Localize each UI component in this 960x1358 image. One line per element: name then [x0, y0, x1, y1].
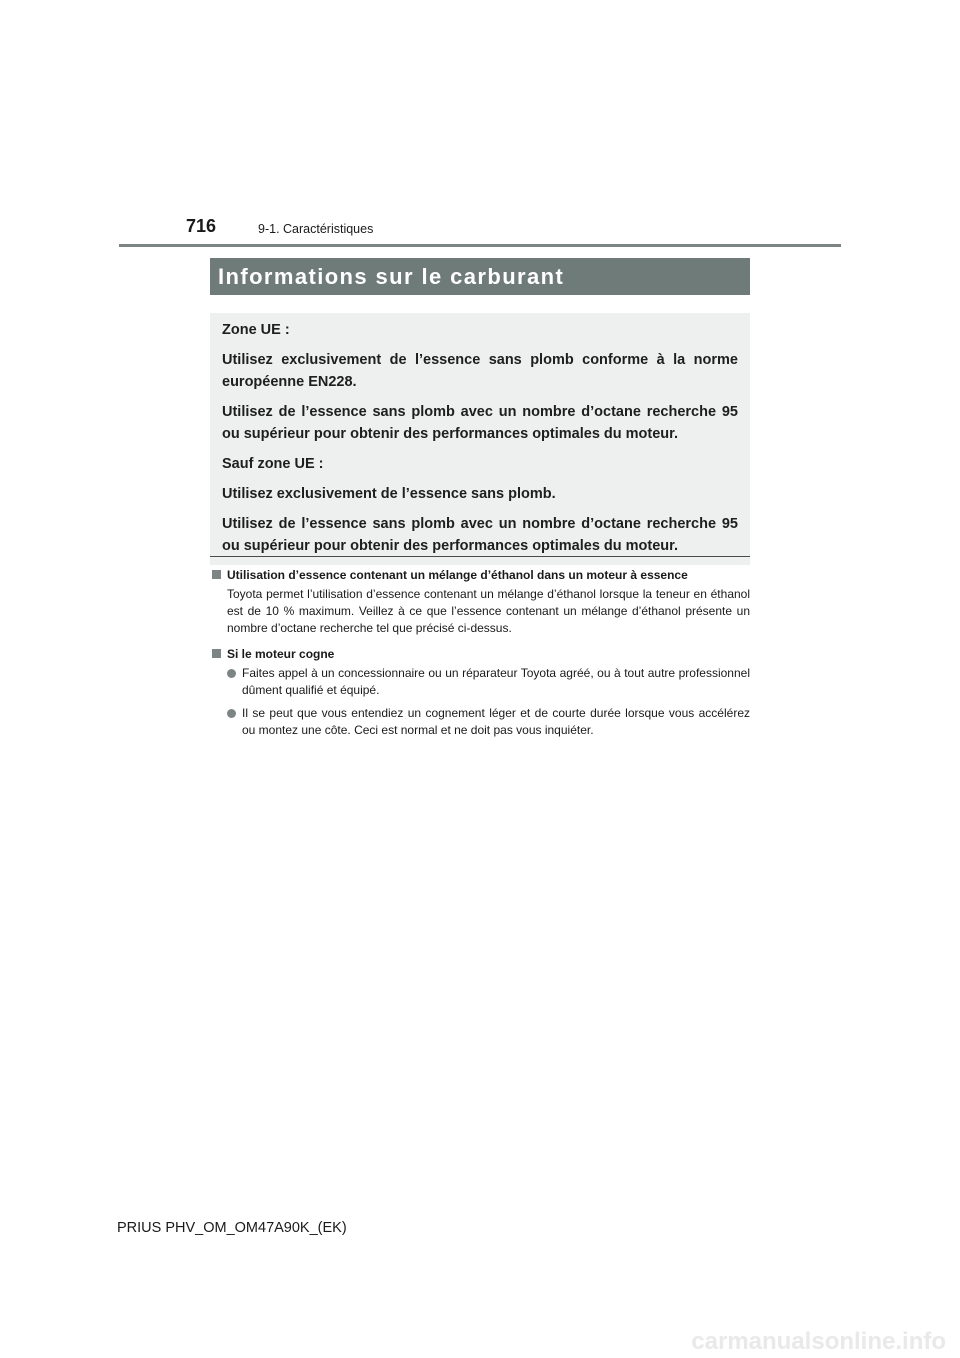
section-label: 9-1. Caractéristiques	[258, 222, 374, 236]
bullet-item	[227, 665, 750, 699]
circle-bullet-icon	[227, 669, 236, 678]
bullet-text: Faites appel à un concessionnaire ou un réparateur Toyota agréé, ou à tout autre professionnel dûment qualifié et équipé.	[242, 666, 750, 697]
info-paragraph: Utilisez de l’essence sans plomb avec un nombre d’octane recherche 95 ou supérieur pour obtenir des performances optimales du moteur.	[222, 516, 738, 554]
note-heading-ethanol	[210, 567, 750, 583]
circle-bullet-icon	[227, 709, 236, 718]
page-number: 716	[186, 216, 217, 236]
note-paragraph-ethanol: Toyota permet l’utilisation d’essence contenant un mélange d’éthanol lorsque la teneur en éthanol est de 10 % maximum. Veillez à ce que l’essence contenant un mélange d’éthanol présente un nombre d’octane recherche tel que précisé ci-dessus.	[227, 587, 750, 635]
square-bullet-icon	[212, 649, 221, 658]
fuel-info-box	[210, 313, 750, 565]
info-paragraph: Utilisez de l’essence sans plomb avec un nombre d’octane recherche 95 ou supérieur pour obtenir des performances optimales du moteur.	[222, 404, 738, 442]
watermark-text: carmanualsonline.info	[691, 1328, 946, 1355]
page-title: Informations sur le carburant	[218, 264, 565, 289]
square-bullet-icon	[212, 570, 221, 579]
notes-section	[210, 567, 750, 745]
notes-divider	[210, 556, 750, 557]
footer-document-code: PRIUS PHV_OM_OM47A90K_(EK)	[117, 1220, 347, 1236]
bullet-item	[227, 705, 750, 739]
info-paragraph: Zone UE :	[222, 322, 290, 338]
note-heading-text: Utilisation d’essence contenant un mélange d’éthanol dans un moteur à essence	[227, 568, 688, 582]
note-heading-text: Si le moteur cogne	[227, 647, 335, 661]
header-rule	[119, 244, 841, 247]
info-paragraph: Utilisez exclusivement de l’essence sans plomb.	[222, 486, 556, 502]
info-paragraph: Utilisez exclusivement de l’essence sans plomb conforme à la norme européenne EN228.	[222, 352, 738, 390]
bullet-text: Il se peut que vous entendiez un cognement léger et de courte durée lorsque vous accélérez ou montez une côte. Ceci est normal et ne doit pas vous inquiéter.	[242, 706, 750, 737]
info-paragraph: Sauf zone UE :	[222, 456, 324, 472]
note-heading-knock	[210, 646, 750, 662]
title-bar	[210, 258, 750, 295]
